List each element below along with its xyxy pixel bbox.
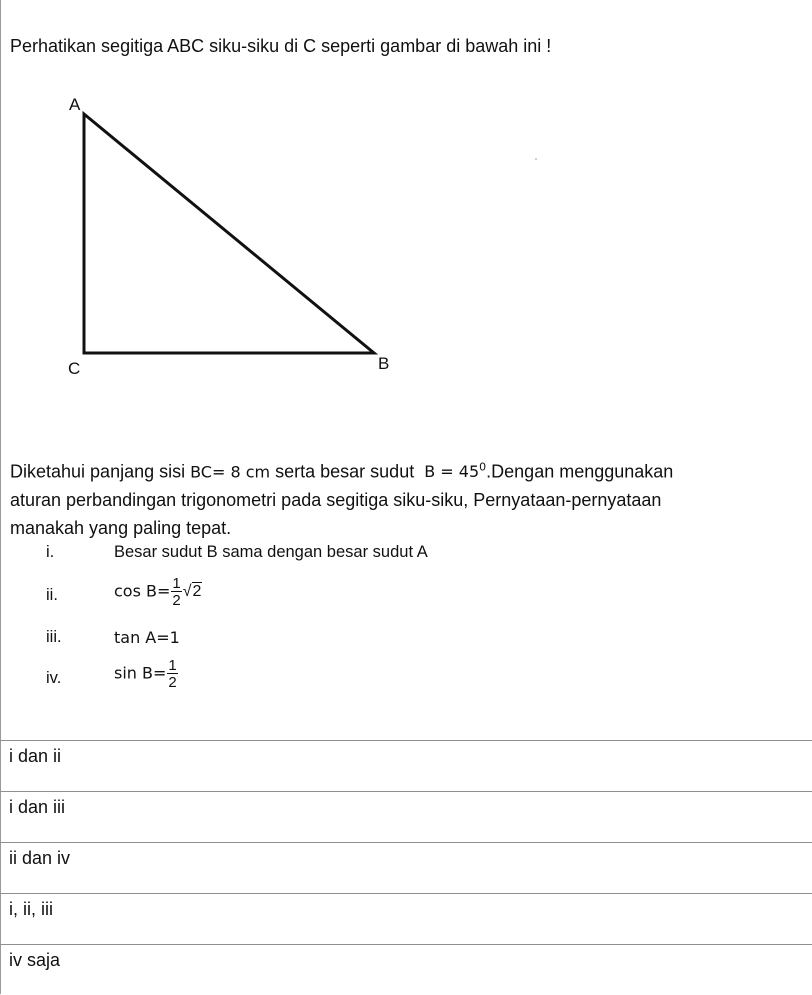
option-label: iv saja xyxy=(9,950,61,970)
option-3[interactable] xyxy=(0,842,812,893)
fraction-half: $\frac{1}{2}$ xyxy=(172,575,181,609)
vertex-label-b: B xyxy=(378,354,390,373)
paragraph-line-1: Diketahui panjang sisi BC= 8 cm serta besar sudut $B = 45^0.Dengan$ menggunakan xyxy=(10,461,674,482)
statement-formula: tan A=1 xyxy=(114,628,180,647)
statement-formula: sin B= $\frac{1}{2}$ xyxy=(114,657,177,691)
vertex-label-c: C xyxy=(68,359,81,378)
vertex-label-a: A xyxy=(69,95,81,114)
paragraph-line-2: aturan perbandingan trigonometri pada segitiga siku-siku, Pernyataan-pernyataan xyxy=(10,490,662,511)
right-triangle-figure xyxy=(60,92,400,384)
paragraph-line-3: manakah yang paling tepat. xyxy=(10,518,232,539)
statement-number: iii. xyxy=(46,628,62,646)
statement-text: Besar sudut B sama dengan besar sudut A xyxy=(114,543,428,561)
fraction-half: $\frac{1}{2}$ xyxy=(168,657,177,691)
angle-b-value: $B = 45^0$ xyxy=(424,461,487,482)
option-label: i dan ii xyxy=(9,746,62,766)
statement-formula: cos B= $\frac{1}{2}$ √2 xyxy=(114,575,202,609)
option-2[interactable] xyxy=(0,791,812,842)
option-label: ii dan iv xyxy=(9,848,71,868)
statement-number: iv. xyxy=(46,669,62,687)
scan-speck xyxy=(535,158,537,160)
question-paragraph xyxy=(10,454,805,542)
option-label: i dan iii xyxy=(9,797,66,817)
option-label: i, ii, iii xyxy=(9,899,53,919)
degree-mark: 0 xyxy=(479,461,487,474)
sqrt-two: √2 xyxy=(182,583,202,600)
option-1[interactable] xyxy=(0,740,812,791)
triangle-abc xyxy=(84,114,374,353)
answer-options xyxy=(0,740,812,995)
option-5[interactable] xyxy=(0,944,812,995)
question-title: Perhatikan segitiga ABC siku-siku di C seperti gambar di bawah ini ! xyxy=(10,36,552,56)
bc-length: BC= 8 cm xyxy=(190,462,271,482)
statement-number: ii. xyxy=(46,586,58,604)
statement-number: i. xyxy=(46,543,55,561)
option-4[interactable] xyxy=(0,893,812,944)
